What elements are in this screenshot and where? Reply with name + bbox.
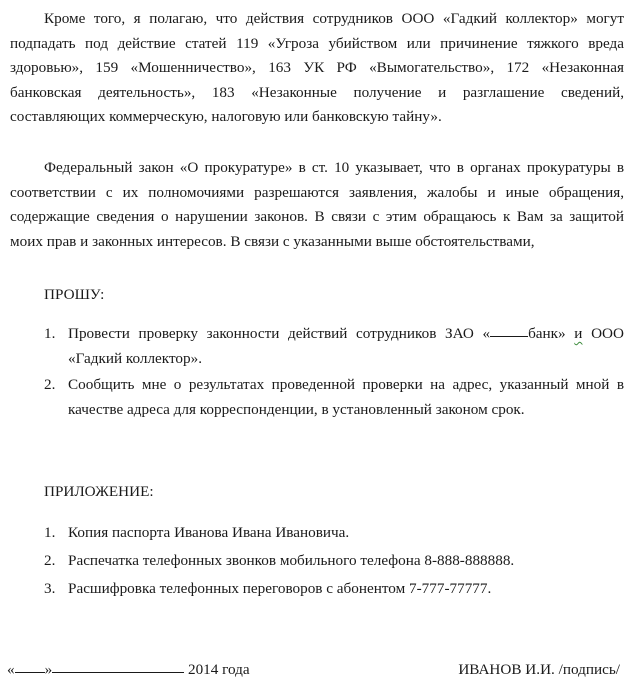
request-list	[44, 322, 624, 424]
bank-name-blank	[490, 322, 528, 337]
request-item-text: Сообщить мне о результатах проведенной проверки на адрес, указанный мной в качестве адреса для корреспонденции, в установленный законом срок.	[68, 376, 624, 418]
list-number: 1.	[44, 524, 56, 541]
attachment-item-2	[44, 549, 624, 574]
paragraph-prosecutor-law: Федеральный закон «О прокуратуре» в ст. 10 указывает, что в органах прокуратуры в соответствии с их полномочиями разрешаются заявления, жалобы и иные обращения, содержащие сведения о нарушении законов. В связи с этим обращаюсь к Вам за защитой моих прав и законных интересов. В связи с указанными выше обстоятельствами,	[10, 159, 624, 250]
paragraph-criminal-articles: Кроме того, я полагаю, что действия сотрудников ООО «Гадкий коллектор» могут подпадать под действие статей 119 «Угроза убийством или причинение тяжкого вреда здоровью», 159 «Мошенничество», 163 УК РФ «Вымогательство», 172 «Незаконная банковская деятельность», 183 «Незаконные получение и разглашение сведений, составляющих коммерческую, налоговую или банковскую тайну».	[10, 10, 624, 125]
attachment-text: Распечатка телефонных звонков мобильного телефона 8-888-888888.	[68, 552, 515, 569]
request-item-2	[44, 373, 624, 422]
attachment-item-3	[44, 577, 624, 602]
attachment-text: Расшифровка телефонных переговоров с абонентом 7-777-77777.	[68, 580, 492, 597]
list-number: 3.	[44, 580, 56, 597]
attachment-item-1	[44, 521, 624, 546]
request-item-text-end: ООО «Гадкий коллектор».	[68, 325, 624, 367]
spellcheck-flagged-word: и	[574, 325, 583, 342]
attachments-heading: ПРИЛОЖЕНИЕ:	[44, 483, 154, 500]
day-blank	[15, 658, 45, 673]
list-number: 2.	[44, 552, 56, 569]
date-close-quote: »	[44, 661, 53, 678]
date-line	[7, 658, 250, 682]
list-number: 1.	[44, 325, 56, 342]
date-open-quote: «	[7, 661, 15, 678]
list-number: 2.	[44, 376, 56, 393]
year-text: 2014 года	[187, 661, 250, 678]
request-item-text-start: Провести проверку законности действий сотрудников ЗАО «	[68, 325, 491, 342]
signature-name: ИВАНОВ И.И. /подпись/	[458, 661, 620, 678]
attachments-list	[44, 521, 624, 605]
attachment-text: Копия паспорта Иванова Ивана Ивановича.	[68, 524, 350, 541]
request-heading: ПРОШУ:	[44, 286, 105, 303]
request-item-1	[44, 322, 624, 371]
request-item-bank-suffix: банк»	[528, 325, 566, 342]
month-blank	[52, 658, 184, 673]
